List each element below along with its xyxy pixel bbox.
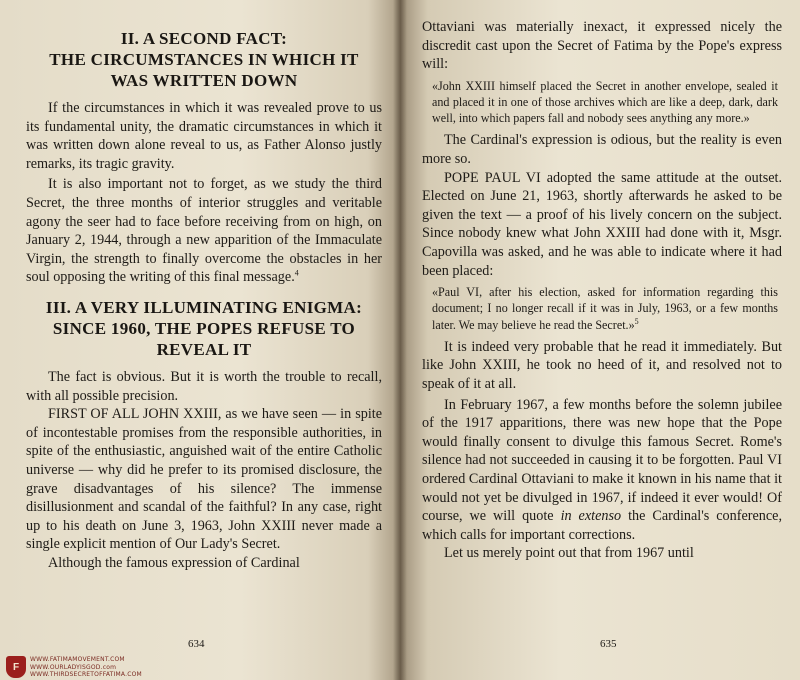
paragraph: The fact is obvious. But it is worth the trouble to recall, with all possible precision. [26, 368, 382, 404]
heading-line: WAS WRITTEN DOWN [110, 71, 298, 90]
quote-text: «Paul VI, after his election, asked for information regarding this document; I no longer recall if it was in July, 1963, or a few months later. We may believe he read the Secret.» [432, 285, 778, 332]
block-quote: «John XXIII himself placed the Secret in another envelope, sealed it and placed it in one of those archives which are like a deep, dark, dark well, into which papers fall and nobody sees anything any more.» [432, 78, 778, 126]
paragraph: FIRST OF ALL JOHN XXIII, as we have seen — in spite of incontestable promises from the responsible authorities, in spite of the enthusiastic, anguished wait of the entire Catholic universe — why did he prefer to its promised disclosure, the grave disadvantages of his silence? The immense disillusionment and scandal of the faithful? In any case, right up to his death on June 3, 1963, John XXIII never made a single explicit mention of Our Lady's Secret. [26, 406, 382, 553]
footnote-ref: 4 [294, 268, 299, 278]
italic-phrase: in extenso [560, 508, 622, 525]
website-list [30, 656, 142, 678]
paragraph: It is indeed very probable that he read it immediately. But like John XXIII, he took no heed of it, and resolved not to speak of it at all. [422, 338, 782, 392]
website-link[interactable]: WWW.THIRDSECRETOFFATIMA.COM [30, 670, 142, 678]
heading-line: II. A SECOND FACT: [120, 29, 288, 48]
paragraph: Although the famous expression of Cardinal [48, 554, 300, 571]
block-quote [432, 284, 778, 333]
section-heading-enigma [26, 297, 382, 360]
paragraph-text: It is also important not to forget, as we study the third Secret, the three months of interior struggles and veritable agony the seer had to face before receiving from on high, on January 2, 1944, through a new apparition of the Immaculate Virgin, the strength to finally overcome the obstacles in her soul opposing the writing of this final message. [26, 176, 382, 286]
paragraph-text: In February 1967, a few months before the solemn jubilee of the 1917 apparitions, there was new hope that the Pope would finally consent to divulge this famous Secret. Rome's silence had not succeeded in causing it to be forgotten. Paul VI ordered Cardinal Ottaviani to make it known in his name that it would not yet be divulged in 1967, if indeed it ever would! Of course, we will quote [422, 396, 782, 525]
paragraph: Ottaviani was materially inexact, it expressed nicely the discredit cast upon the Secret of Fatima by the Pope's express will: [422, 19, 782, 73]
paragraph [422, 396, 782, 545]
paragraph: Let us merely point out that from 1967 until [444, 545, 694, 562]
heading-line: REVEAL IT [156, 339, 252, 359]
website-link[interactable]: WWW.OURLADYISGOD.com [30, 663, 117, 671]
paragraph-text: the Cardinal's conference, which calls for important corrections. [422, 508, 783, 543]
shield-logo-icon: F [6, 656, 26, 678]
page-number: 634 [188, 638, 205, 650]
paragraph: POPE PAUL VI adopted the same attitude at the outset. Elected on June 21, 1963, shortly afterwards he asked to be given the text — a proof of his lively concern on the subject. Since nobody knew what John XXIII had done with it, Msgr. Capovilla was asked, and he was able to indicate where it had been placed: [422, 169, 782, 279]
heading-line: SINCE 1960, THE POPES REFUSE TO [52, 318, 356, 338]
paragraph: The Cardinal's expression is odious, but the reality is even more so. [422, 132, 782, 167]
heading-line: THE CIRCUMSTANCES IN WHICH IT [49, 50, 359, 69]
paragraph [26, 175, 382, 287]
page-number: 635 [600, 638, 617, 650]
paragraph: If the circumstances in which it was revealed prove to us its fundamental unity, the dramatic circumstances in which it was written down alone reveal to us, as Father Alonso justly remarks, its tragic gravity. [26, 100, 382, 172]
section-heading-second-fact [26, 28, 382, 91]
right-page [400, 0, 800, 680]
website-link[interactable]: WWW.FATIMAMOVEMENT.COM [30, 656, 125, 664]
footnote-ref: 5 [634, 316, 639, 326]
book-gutter-shadow [393, 0, 407, 680]
watermark-footer [6, 656, 142, 678]
heading-line: III. A VERY ILLUMINATING ENIGMA: [45, 297, 363, 317]
